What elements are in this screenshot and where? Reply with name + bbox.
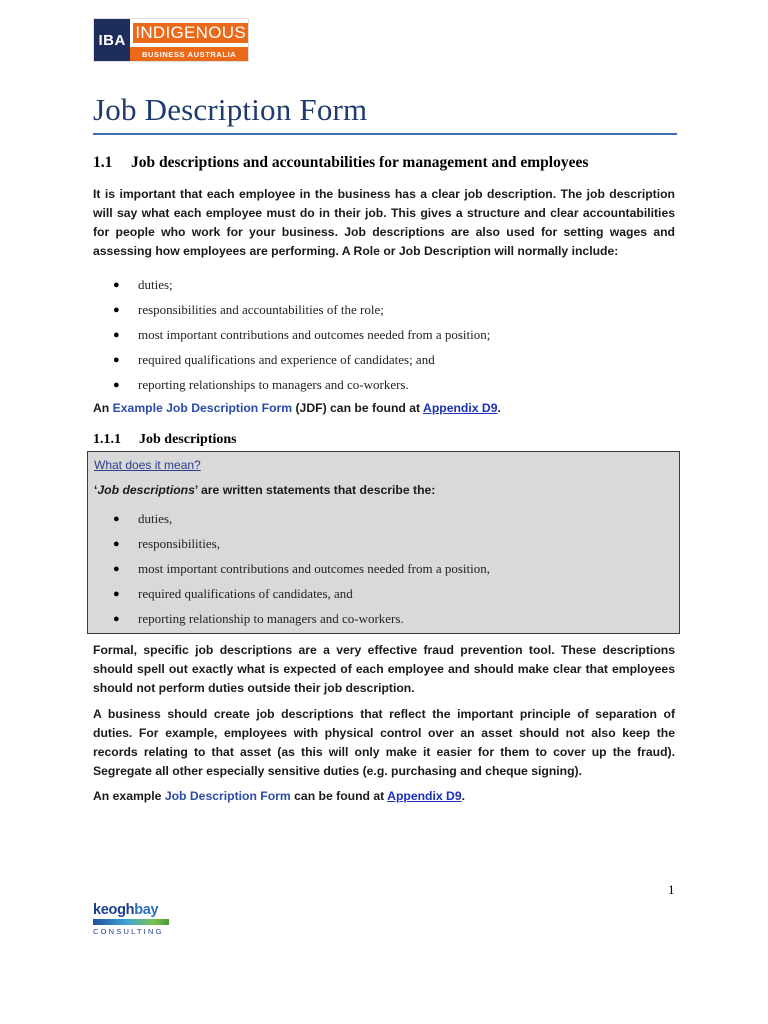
logo-word: INDIGENOUS xyxy=(135,23,246,42)
list-item: ● duties, xyxy=(113,510,173,526)
logo-mark: IBA xyxy=(94,19,130,61)
example-line-1: An Example Job Description Form (JDF) can be found at Appendix D9. xyxy=(93,401,501,415)
subsection-heading-text: Job descriptions xyxy=(139,432,237,447)
title-rule xyxy=(93,133,677,135)
page-number: 1 xyxy=(668,882,675,897)
list-item: ● most important contributions and outcomes needed from a position, xyxy=(113,560,491,576)
bullet-icon: ● xyxy=(113,278,120,291)
job-description-form-link[interactable]: Job Description Form xyxy=(164,789,291,803)
list-item: ● responsibilities and accountabilities of the role; xyxy=(113,301,384,317)
separation-of-duties-paragraph: A business should create job descriptions that reflect the important principle of separation of duties. For example, employees with physical control over an asset should not also keep the records relating to that asset (as this will only make it easier for them to cover up the fraud). Segregate all other especially sensitive duties (e.g. purchasing and cheque signing). xyxy=(93,707,675,778)
bullet-icon: ● xyxy=(113,328,120,341)
page-title: Job Description Form xyxy=(93,92,368,127)
bullet-icon: ● xyxy=(113,562,120,575)
bullet-icon: ● xyxy=(113,612,120,625)
logo-sub: BUSINESS AUSTRALIA xyxy=(130,47,248,61)
example-form-link[interactable]: Example Job Description Form xyxy=(112,401,293,415)
subsection-heading xyxy=(93,432,237,448)
list-item: ● most important contributions and outcomes needed from a position; xyxy=(113,326,491,342)
section-heading-text: Job descriptions and accountabilities for management and employees xyxy=(131,154,589,171)
list-item: ● duties; xyxy=(113,276,173,292)
appendix-link[interactable]: Appendix D9 xyxy=(387,789,462,803)
logo-sub: CONSULTING xyxy=(93,927,164,936)
section-intro: It is important that each employee in the business has a clear job description. The job description will say what each employee must do in their job. This gives a structure and clear accountabilities for people who work for your business. Job descriptions are also used for setting wages and assessing how employees are performing. A Role or Job Description will normally include: xyxy=(93,187,675,258)
fraud-prevention-paragraph: Formal, specific job descriptions are a very effective fraud prevention tool. These descriptions should spell out exactly what is expected of each employee and should make clear that employees should not perform duties outside their job description. xyxy=(93,643,675,695)
appendix-link[interactable]: Appendix D9 xyxy=(423,401,498,415)
subsection-number: 1.1.1 xyxy=(93,432,121,447)
example-line-2: An example Job Description Form can be found at Appendix D9. xyxy=(93,789,466,803)
bullet-icon: ● xyxy=(113,587,120,600)
list-item: ● reporting relationships to managers and co-workers. xyxy=(113,376,409,392)
definition-bullet-list xyxy=(113,506,490,631)
bullet-icon: ● xyxy=(113,378,120,391)
bullet-icon: ● xyxy=(113,537,120,550)
bullet-icon: ● xyxy=(113,353,120,366)
section-heading xyxy=(93,154,588,172)
list-item: ● required qualifications of candidates, and xyxy=(113,585,353,601)
list-item: ● required qualifications and experience of candidates; and xyxy=(113,351,435,367)
what-does-it-mean-link[interactable]: What does it mean? xyxy=(94,458,201,472)
logo-band xyxy=(93,919,169,925)
bullet-icon: ● xyxy=(113,303,120,316)
section-bullet-list xyxy=(113,272,490,397)
definition-intro: ‘Job descriptions’ are written statements that describe the: xyxy=(94,483,436,497)
bullet-icon: ● xyxy=(113,512,120,525)
keogh-bay-logo: keoghbay CONSULTING xyxy=(93,902,169,946)
section-number: 1.1 xyxy=(93,154,113,171)
list-item: ● reporting relationship to managers and co-workers. xyxy=(113,610,404,626)
list-item: ● responsibilities, xyxy=(113,535,220,551)
iba-logo xyxy=(93,18,249,62)
